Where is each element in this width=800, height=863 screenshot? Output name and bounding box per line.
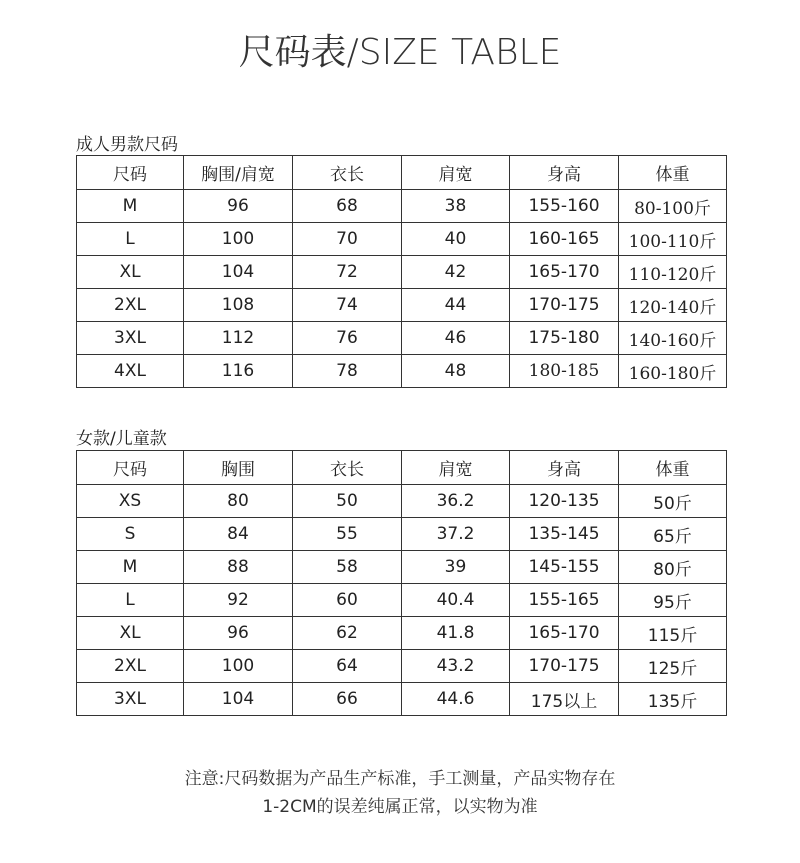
- cell-weight: 160-180斤: [619, 355, 727, 388]
- cell-size: XL: [77, 256, 184, 289]
- cell-chest: 108: [184, 289, 293, 322]
- cell-shoulder: 40: [402, 223, 510, 256]
- cell-length: 78: [293, 355, 402, 388]
- note-line-2: 1-2CM的误差纯属正常，以实物为准: [262, 797, 538, 817]
- table-row: [77, 650, 727, 683]
- table-header-row: [77, 451, 727, 485]
- cell-size: M: [77, 551, 184, 584]
- header-chest: 胸围: [184, 451, 293, 485]
- cell-shoulder: 39: [402, 551, 510, 584]
- header-shoulder: 肩宽: [402, 156, 510, 190]
- cell-length: 62: [293, 617, 402, 650]
- women-size-table: [76, 450, 727, 716]
- table-row: [77, 617, 727, 650]
- table-row: [77, 551, 727, 584]
- cell-length: 64: [293, 650, 402, 683]
- cell-weight: 95斤: [619, 584, 727, 617]
- cell-weight: 65斤: [619, 518, 727, 551]
- table-row: [77, 518, 727, 551]
- table-row: [77, 289, 727, 322]
- cell-weight: 80-100斤: [619, 190, 727, 223]
- table-row: [77, 683, 727, 716]
- cell-height: 145-155: [510, 551, 619, 584]
- table-row: [77, 485, 727, 518]
- cell-length: 60: [293, 584, 402, 617]
- table-row: [77, 322, 727, 355]
- cell-size: XS: [77, 485, 184, 518]
- cell-size: 2XL: [77, 650, 184, 683]
- cell-chest: 116: [184, 355, 293, 388]
- header-size: 尺码: [77, 156, 184, 190]
- men-size-table: [76, 155, 727, 388]
- cell-chest: 112: [184, 322, 293, 355]
- cell-weight: 100-110斤: [619, 223, 727, 256]
- cell-shoulder: 36.2: [402, 485, 510, 518]
- cell-weight: 80斤: [619, 551, 727, 584]
- table-row: [77, 256, 727, 289]
- cell-length: 74: [293, 289, 402, 322]
- header-height: 身高: [510, 451, 619, 485]
- cell-height: 180-185: [510, 355, 619, 388]
- women-section-label: 女款/儿童款: [76, 429, 167, 449]
- cell-length: 50: [293, 485, 402, 518]
- cell-shoulder: 40.4: [402, 584, 510, 617]
- cell-chest: 92: [184, 584, 293, 617]
- cell-length: 70: [293, 223, 402, 256]
- cell-chest: 96: [184, 190, 293, 223]
- cell-weight: 140-160斤: [619, 322, 727, 355]
- cell-size: 4XL: [77, 355, 184, 388]
- header-weight: 体重: [619, 451, 727, 485]
- cell-height: 135-145: [510, 518, 619, 551]
- cell-chest: 88: [184, 551, 293, 584]
- header-size: 尺码: [77, 451, 184, 485]
- header-shoulder: 肩宽: [402, 451, 510, 485]
- cell-shoulder: 41.8: [402, 617, 510, 650]
- table-header-row: [77, 156, 727, 190]
- cell-height: 170-175: [510, 650, 619, 683]
- cell-shoulder: 37.2: [402, 518, 510, 551]
- cell-height: 175-180: [510, 322, 619, 355]
- cell-size: M: [77, 190, 184, 223]
- cell-height: 165-170: [510, 256, 619, 289]
- cell-height: 160-165: [510, 223, 619, 256]
- cell-weight: 50斤: [619, 485, 727, 518]
- table-row: [77, 190, 727, 223]
- page-title: 尺码表/SIZE TABLE: [238, 32, 562, 73]
- cell-height: 155-165: [510, 584, 619, 617]
- cell-shoulder: 42: [402, 256, 510, 289]
- cell-size: 2XL: [77, 289, 184, 322]
- header-chest-shoulder: 胸围/肩宽: [184, 156, 293, 190]
- note-line-1: 注意:尺码数据为产品生产标准，手工测量，产品实物存在: [184, 769, 616, 789]
- header-length: 衣长: [293, 156, 402, 190]
- cell-chest: 100: [184, 223, 293, 256]
- cell-height: 175以上: [510, 683, 619, 716]
- cell-chest: 100: [184, 650, 293, 683]
- cell-chest: 104: [184, 683, 293, 716]
- cell-size: XL: [77, 617, 184, 650]
- header-height: 身高: [510, 156, 619, 190]
- cell-size: L: [77, 584, 184, 617]
- cell-shoulder: 46: [402, 322, 510, 355]
- cell-weight: 120-140斤: [619, 289, 727, 322]
- header-weight: 体重: [619, 156, 727, 190]
- cell-weight: 135斤: [619, 683, 727, 716]
- cell-shoulder: 43.2: [402, 650, 510, 683]
- cell-shoulder: 38: [402, 190, 510, 223]
- cell-length: 58: [293, 551, 402, 584]
- cell-size: 3XL: [77, 683, 184, 716]
- cell-weight: 115斤: [619, 617, 727, 650]
- cell-chest: 84: [184, 518, 293, 551]
- cell-length: 76: [293, 322, 402, 355]
- cell-length: 68: [293, 190, 402, 223]
- cell-length: 66: [293, 683, 402, 716]
- table-row: [77, 223, 727, 256]
- table-row: [77, 584, 727, 617]
- cell-length: 55: [293, 518, 402, 551]
- cell-weight: 110-120斤: [619, 256, 727, 289]
- cell-length: 72: [293, 256, 402, 289]
- cell-size: S: [77, 518, 184, 551]
- men-section-label: 成人男款尺码: [76, 135, 178, 155]
- cell-height: 165-170: [510, 617, 619, 650]
- cell-height: 155-160: [510, 190, 619, 223]
- header-length: 衣长: [293, 451, 402, 485]
- cell-height: 170-175: [510, 289, 619, 322]
- cell-size: L: [77, 223, 184, 256]
- cell-shoulder: 44.6: [402, 683, 510, 716]
- table-row: [77, 355, 727, 388]
- cell-height: 120-135: [510, 485, 619, 518]
- cell-size: 3XL: [77, 322, 184, 355]
- cell-shoulder: 48: [402, 355, 510, 388]
- cell-shoulder: 44: [402, 289, 510, 322]
- cell-chest: 96: [184, 617, 293, 650]
- cell-chest: 80: [184, 485, 293, 518]
- cell-weight: 125斤: [619, 650, 727, 683]
- cell-chest: 104: [184, 256, 293, 289]
